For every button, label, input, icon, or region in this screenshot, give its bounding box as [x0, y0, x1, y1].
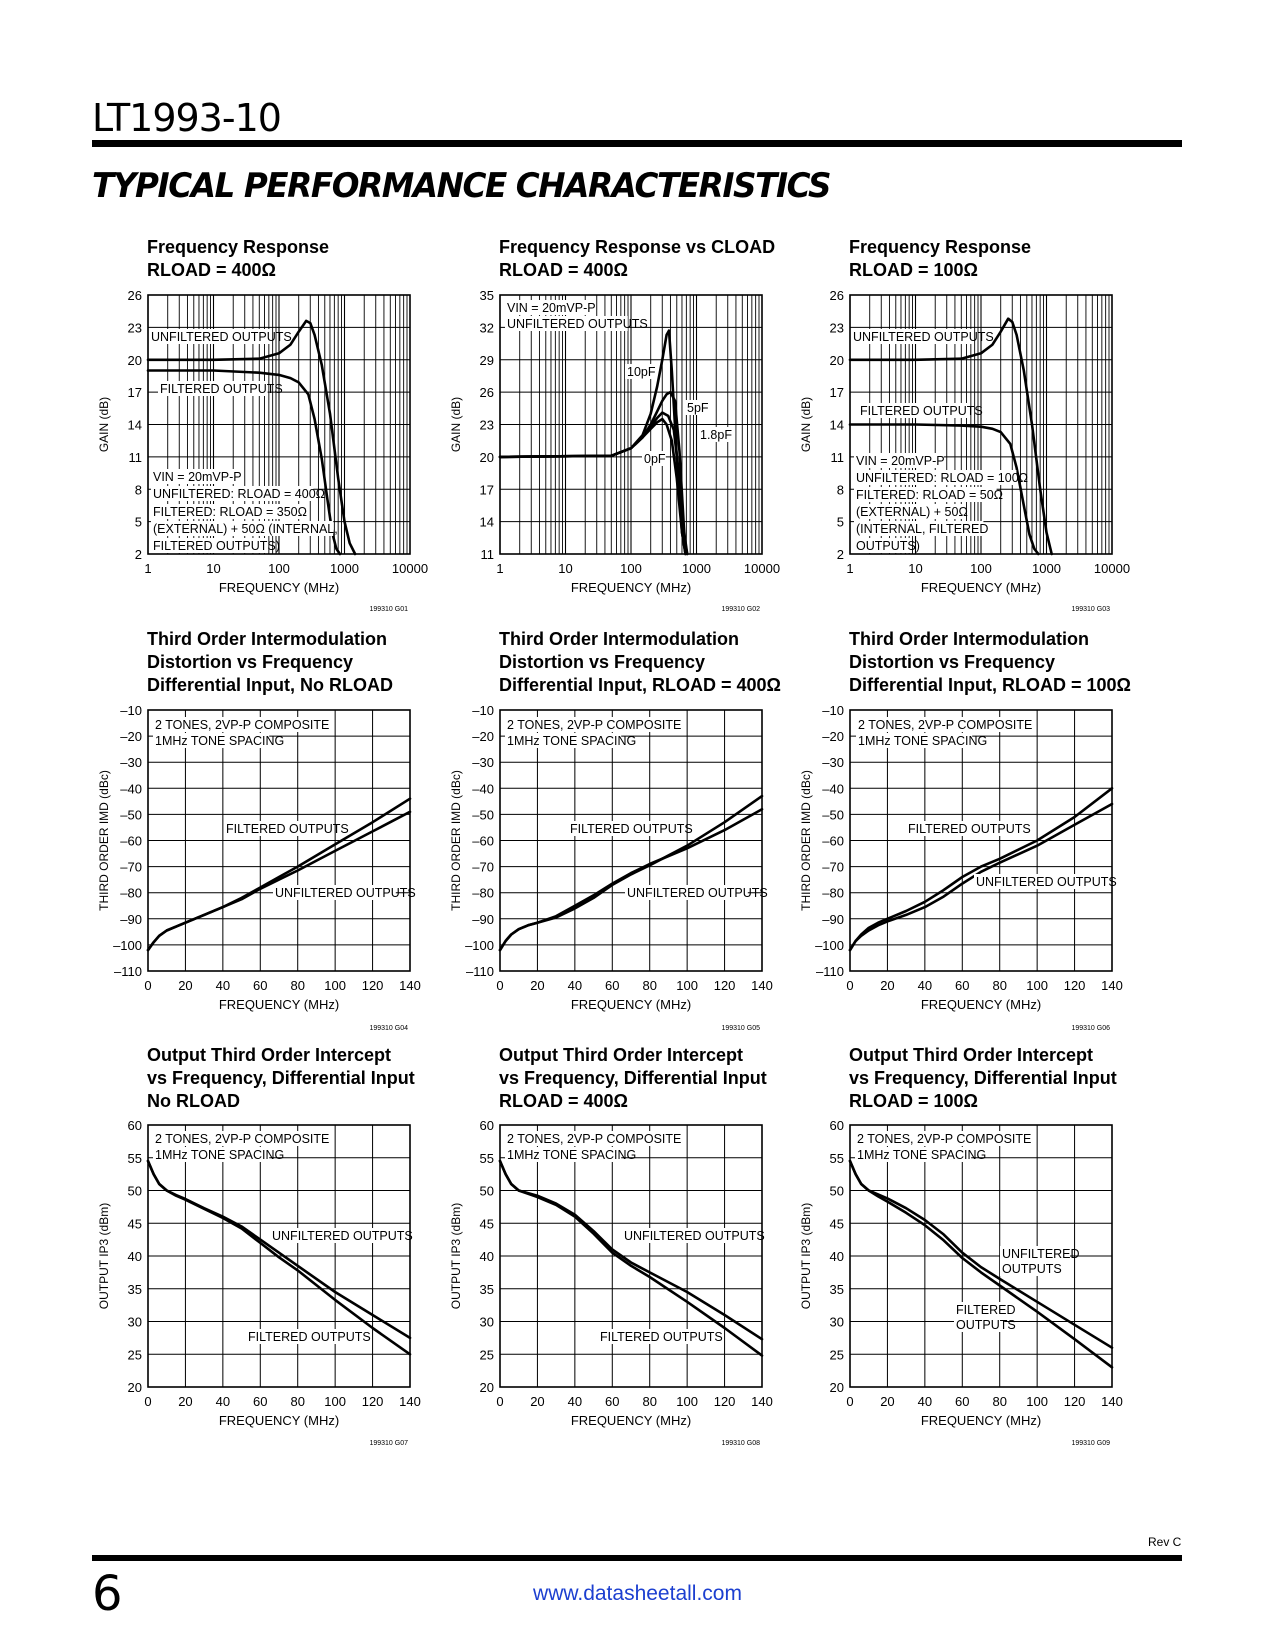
y-tick-label: –10	[472, 703, 494, 718]
x-tick-label: 40	[917, 978, 933, 993]
annotation-label: FILTERED OUTPUTS	[248, 1330, 371, 1344]
annotation-label: 1MHz TONE SPACING	[155, 1148, 285, 1162]
x-tick-label: 80	[642, 1394, 657, 1409]
y-tick-label: 14	[829, 417, 844, 433]
annotation-label: 1MHz TONE SPACING	[507, 734, 637, 748]
chart-title: Third Order Intermodulation Distortion vs Frequency Differential Input, RLOAD = 400Ω	[499, 629, 781, 695]
y-tick-label: –100	[465, 937, 494, 953]
x-tick-label: 20	[880, 978, 895, 993]
annotation-label: UNFILTERED OUTPUTS	[624, 1229, 765, 1243]
y-axis-label: GAIN (dB)	[449, 396, 463, 453]
x-tick-label: 60	[955, 1394, 970, 1409]
x-tick-label: 100	[268, 561, 290, 576]
y-tick-label: –110	[114, 964, 142, 979]
section-title: TYPICAL PERFORMANCE CHARACTERISTICS	[92, 166, 831, 206]
y-tick-label: 50	[829, 1183, 844, 1199]
y-tick-label: 20	[829, 1380, 844, 1395]
y-axis-label: OUTPUT IP3 (dBm)	[449, 1202, 463, 1310]
annotation-label: FILTERED: RLOAD = 50Ω	[856, 488, 1004, 502]
x-tick-label: 80	[290, 978, 305, 993]
y-tick-label: –80	[822, 885, 844, 901]
y-tick-label: 30	[479, 1314, 494, 1330]
series-line-0	[500, 331, 686, 554]
y-tick-label: 23	[127, 320, 142, 336]
x-tick-label: 100	[620, 561, 642, 576]
x-tick-label: 10	[908, 561, 923, 576]
x-tick-label: 100	[676, 1394, 698, 1409]
annotation-label: UNFILTERED OUTPUTS	[507, 317, 648, 331]
annotation-label: UNFILTERED OUTPUTS	[627, 886, 768, 900]
figure-code: 199310 G01	[369, 606, 408, 613]
x-tick-label: 120	[361, 978, 384, 993]
y-tick-label: –40	[822, 781, 844, 797]
y-tick-label: 60	[829, 1118, 844, 1133]
annotation-label: 2 TONES, 2VP-P COMPOSITE	[857, 1132, 1032, 1146]
x-tick-label: 80	[642, 978, 657, 993]
series-line-3	[500, 419, 686, 554]
y-tick-label: 23	[829, 320, 844, 336]
y-axis-label: THIRD ORDER IMD (dBc)	[799, 770, 813, 911]
y-tick-label: 45	[479, 1216, 494, 1232]
y-tick-label: 11	[480, 547, 494, 562]
x-tick-label: 100	[324, 1394, 346, 1409]
x-tick-label: 40	[215, 1394, 231, 1409]
chart-title: Frequency Response RLOAD = 400Ω	[147, 237, 330, 280]
chart-title: Third Order Intermodulation Distortion vs Frequency Differential Input, RLOAD = 100Ω	[849, 629, 1131, 695]
x-tick-label: 20	[530, 978, 545, 993]
y-tick-label: –110	[816, 964, 844, 979]
annotation-label: OUTPUTS	[1002, 1262, 1062, 1276]
y-tick-label: –30	[120, 755, 142, 771]
y-tick-label: 40	[829, 1249, 844, 1264]
y-tick-label: 8	[134, 482, 142, 498]
series-line-2	[500, 413, 687, 554]
x-tick-label: 120	[713, 1394, 736, 1409]
x-tick-label: 80	[992, 1394, 1007, 1409]
page-number: 6	[92, 1566, 123, 1622]
series-line-1	[148, 1161, 410, 1354]
y-tick-label: 40	[127, 1249, 142, 1264]
y-tick-label: 20	[479, 449, 494, 465]
x-tick-label: 20	[880, 1394, 895, 1409]
y-tick-label: 35	[127, 1281, 142, 1297]
y-tick-label: 55	[127, 1150, 142, 1166]
series-line-0	[500, 1161, 762, 1339]
y-tick-label: 55	[479, 1150, 494, 1166]
y-tick-label: –40	[120, 781, 142, 797]
y-tick-label: 14	[479, 514, 494, 530]
y-tick-label: –30	[472, 755, 494, 771]
y-tick-label: –90	[472, 911, 494, 927]
grid	[500, 295, 762, 554]
y-tick-label: –20	[822, 729, 844, 745]
y-tick-label: 20	[127, 1380, 142, 1395]
x-tick-label: 120	[1063, 978, 1086, 993]
y-tick-label: 20	[829, 352, 844, 368]
y-tick-label: –70	[822, 859, 844, 875]
annotation-label: 1.8pF	[700, 428, 732, 442]
y-tick-label: 11	[830, 449, 844, 465]
y-tick-label: 60	[127, 1118, 142, 1133]
x-tick-label: 20	[178, 1394, 193, 1409]
annotation-label: FILTERED OUTPUTS	[860, 404, 983, 418]
y-tick-label: –60	[472, 833, 494, 849]
annotation-label: 1MHz TONE SPACING	[155, 734, 285, 748]
x-tick-label: 80	[992, 978, 1007, 993]
y-axis-label: THIRD ORDER IMD (dBc)	[449, 770, 463, 911]
y-tick-label: –40	[472, 781, 494, 797]
x-axis-label: FREQUENCY (MHz)	[920, 580, 1042, 595]
annotation-label: OUTPUTS	[956, 1318, 1016, 1332]
x-tick-label: 40	[215, 978, 231, 993]
annotation-label: 10pF	[627, 365, 656, 379]
annotation-label: UNFILTERED OUTPUTS	[151, 330, 292, 344]
x-tick-label: 0	[846, 1394, 854, 1409]
x-tick-label: 1000	[682, 561, 711, 576]
x-tick-label: 120	[1063, 1394, 1086, 1409]
y-tick-label: 26	[127, 288, 142, 303]
grid	[500, 710, 762, 971]
y-tick-label: 5	[134, 514, 142, 530]
annotation-label: 2 TONES, 2VP-P COMPOSITE	[155, 1132, 330, 1146]
y-tick-label: 17	[479, 482, 494, 498]
y-tick-label: 25	[479, 1347, 494, 1363]
figure-code: 199310 G08	[721, 1440, 760, 1447]
x-tick-label: 80	[290, 1394, 305, 1409]
y-axis-label: THIRD ORDER IMD (dBc)	[97, 770, 111, 911]
x-tick-label: 60	[605, 1394, 620, 1409]
x-tick-label: 1	[846, 561, 854, 576]
chart-title: Third Order Intermodulation Distortion vs Frequency Differential Input, No RLOAD	[147, 629, 393, 695]
y-tick-label: –70	[472, 859, 494, 875]
chart-title: Frequency Response RLOAD = 100Ω	[849, 237, 1032, 280]
annotation-label: FILTERED	[956, 1303, 1016, 1317]
annotation-label: 1MHz TONE SPACING	[858, 734, 988, 748]
x-tick-label: 1000	[330, 561, 359, 576]
y-tick-label: –60	[120, 833, 142, 849]
annotation-label: 1MHz TONE SPACING	[507, 1148, 637, 1162]
y-axis-label: OUTPUT IP3 (dBm)	[97, 1202, 111, 1310]
annotation-label: UNFILTERED: RLOAD = 100Ω	[856, 471, 1029, 485]
x-tick-label: 60	[253, 978, 268, 993]
chart-title: Frequency Response vs CLOAD RLOAD = 400Ω	[499, 237, 776, 280]
y-tick-label: 20	[479, 1380, 494, 1395]
x-axis-label: FREQUENCY (MHz)	[920, 1413, 1042, 1428]
y-tick-label: –20	[120, 729, 142, 745]
annotation-label: FILTERED OUTPUTS)	[153, 539, 280, 553]
y-tick-label: 40	[479, 1249, 494, 1264]
x-tick-label: 1000	[1032, 561, 1061, 576]
x-tick-label: 140	[399, 978, 421, 993]
x-tick-label: 140	[1101, 1394, 1123, 1409]
y-tick-label: –80	[472, 885, 494, 901]
x-tick-label: 20	[530, 1394, 545, 1409]
x-axis-label: FREQUENCY (MHz)	[570, 997, 692, 1012]
annotation-label: 0pF	[644, 452, 666, 466]
y-tick-label: –70	[120, 859, 142, 875]
y-tick-label: 11	[128, 449, 142, 465]
y-tick-label: 17	[127, 385, 142, 401]
y-tick-label: 26	[829, 288, 844, 303]
y-tick-label: 45	[829, 1216, 844, 1232]
x-tick-label: 100	[324, 978, 346, 993]
grid	[850, 710, 1112, 971]
annotation-label: VIN = 20mVP-P	[856, 454, 945, 468]
annotation-label: (INTERNAL, FILTERED	[856, 522, 989, 536]
y-tick-label: –90	[120, 911, 142, 927]
y-tick-label: –100	[815, 937, 844, 953]
y-axis-label: OUTPUT IP3 (dBm)	[799, 1202, 813, 1310]
x-tick-label: 1	[144, 561, 152, 576]
x-tick-label: 40	[567, 1394, 583, 1409]
x-tick-label: 140	[751, 1394, 773, 1409]
x-axis-label: FREQUENCY (MHz)	[218, 580, 340, 595]
x-tick-label: 60	[955, 978, 970, 993]
y-tick-label: –10	[120, 703, 142, 718]
x-axis-label: FREQUENCY (MHz)	[570, 1413, 692, 1428]
y-tick-label: 35	[479, 1281, 494, 1297]
footer-url[interactable]: www.datasheetall.com	[533, 1582, 742, 1605]
x-tick-label: 140	[751, 978, 773, 993]
annotation-label: UNFILTERED: RLOAD = 400Ω	[153, 487, 326, 501]
x-tick-label: 0	[846, 978, 854, 993]
y-tick-label: –60	[822, 833, 844, 849]
figure-code: 199310 G05	[721, 1025, 760, 1032]
x-tick-label: 40	[567, 978, 583, 993]
x-tick-label: 60	[605, 978, 620, 993]
annotation-label: FILTERED OUTPUTS	[600, 1330, 723, 1344]
y-tick-label: –20	[472, 729, 494, 745]
annotation-label: 5pF	[687, 401, 709, 415]
annotation-label: FILTERED OUTPUTS	[908, 822, 1031, 836]
x-tick-label: 140	[399, 1394, 421, 1409]
annotation-label: 2 TONES, 2VP-P COMPOSITE	[155, 718, 330, 732]
x-tick-label: 120	[713, 978, 736, 993]
y-tick-label: –110	[466, 964, 494, 979]
revision: Rev C	[1148, 1535, 1182, 1549]
x-tick-label: 10	[206, 561, 221, 576]
y-tick-label: –10	[822, 703, 844, 718]
x-axis-label: FREQUENCY (MHz)	[570, 580, 692, 595]
y-tick-label: 17	[829, 385, 844, 401]
y-tick-label: 25	[127, 1347, 142, 1363]
x-tick-label: 40	[917, 1394, 933, 1409]
annotation-label: 2 TONES, 2VP-P COMPOSITE	[507, 718, 682, 732]
y-tick-label: 35	[829, 1281, 844, 1297]
annotation-label: VIN = 20mVP-P	[153, 470, 242, 484]
annotation-label: FILTERED: RLOAD = 350Ω	[153, 505, 307, 519]
y-tick-label: 30	[127, 1314, 142, 1330]
chart-title: Output Third Order Intercept vs Frequency, Differential Input RLOAD = 100Ω	[849, 1045, 1117, 1111]
figure-code: 199310 G04	[369, 1025, 408, 1032]
header-rule	[92, 140, 1182, 147]
y-tick-label: –50	[120, 807, 142, 823]
x-tick-label: 10000	[391, 561, 429, 576]
y-tick-label: –50	[822, 807, 844, 823]
y-axis-label: GAIN (dB)	[799, 396, 813, 453]
series-line-1	[850, 1161, 1112, 1367]
annotation-label: OUTPUTS)	[856, 539, 920, 553]
y-tick-label: 23	[479, 417, 494, 433]
figure-code: 199310 G02	[721, 606, 760, 613]
y-tick-label: 2	[836, 547, 844, 562]
annotation-label: UNFILTERED	[1002, 1247, 1080, 1261]
figure-code: 199310 G09	[1071, 1440, 1110, 1447]
x-tick-label: 0	[496, 1394, 504, 1409]
y-tick-label: –30	[822, 755, 844, 771]
chart-title: Output Third Order Intercept vs Frequency, Differential Input RLOAD = 400Ω	[499, 1045, 767, 1111]
x-tick-label: 140	[1101, 978, 1123, 993]
x-tick-label: 0	[496, 978, 504, 993]
annotation-label: 2 TONES, 2VP-P COMPOSITE	[507, 1132, 682, 1146]
y-tick-label: 60	[479, 1118, 494, 1133]
x-tick-label: 100	[1026, 978, 1048, 993]
y-tick-label: –90	[822, 911, 844, 927]
x-tick-label: 0	[144, 978, 152, 993]
chart-title: Output Third Order Intercept vs Frequency, Differential Input No RLOAD	[147, 1045, 415, 1111]
x-tick-label: 10000	[1093, 561, 1131, 576]
y-tick-label: 5	[836, 514, 844, 530]
figure-code: 199310 G07	[369, 1440, 408, 1447]
series-line-0	[148, 1161, 410, 1338]
figure-code: 199310 G03	[1071, 606, 1110, 613]
x-tick-label: 60	[253, 1394, 268, 1409]
annotation-label: FILTERED OUTPUTS	[226, 822, 349, 836]
y-tick-label: 32	[479, 320, 494, 336]
x-tick-label: 10000	[743, 561, 781, 576]
x-tick-label: 100	[676, 978, 698, 993]
grid	[500, 1125, 762, 1387]
annotation-label: FILTERED OUTPUTS	[160, 382, 283, 396]
y-tick-label: 45	[127, 1216, 142, 1232]
annotation-label: 1MHz TONE SPACING	[857, 1148, 987, 1162]
figure-code: 199310 G06	[1071, 1025, 1110, 1032]
annotation-label: UNFILTERED OUTPUTS	[272, 1229, 413, 1243]
annotation-label: 2 TONES, 2VP-P COMPOSITE	[858, 718, 1033, 732]
y-tick-label: 8	[836, 482, 844, 498]
y-tick-label: 50	[479, 1183, 494, 1199]
y-tick-label: 2	[134, 547, 142, 562]
y-tick-label: –100	[113, 937, 142, 953]
x-tick-label: 1	[496, 561, 504, 576]
x-axis-label: FREQUENCY (MHz)	[218, 997, 340, 1012]
x-axis-label: FREQUENCY (MHz)	[218, 1413, 340, 1428]
y-tick-label: 20	[127, 352, 142, 368]
y-tick-label: 50	[127, 1183, 142, 1199]
x-tick-label: 0	[144, 1394, 152, 1409]
y-tick-label: 14	[127, 417, 142, 433]
x-tick-label: 100	[1026, 1394, 1048, 1409]
y-tick-label: 25	[829, 1347, 844, 1363]
annotation-label: FILTERED OUTPUTS	[570, 822, 693, 836]
x-tick-label: 10	[558, 561, 573, 576]
annotation-label: (EXTERNAL) + 50Ω (INTERNAL,	[153, 522, 338, 536]
annotation-label: UNFILTERED OUTPUTS	[275, 886, 416, 900]
x-axis-label: FREQUENCY (MHz)	[920, 997, 1042, 1012]
annotation-label: VIN = 20mVP-P	[507, 301, 596, 315]
grid	[148, 710, 410, 971]
x-tick-label: 100	[970, 561, 992, 576]
annotation-label: (EXTERNAL) + 50Ω	[856, 505, 968, 519]
y-tick-label: 29	[479, 352, 494, 368]
y-tick-label: 35	[479, 288, 494, 303]
y-tick-label: –50	[472, 807, 494, 823]
x-tick-label: 120	[361, 1394, 384, 1409]
y-tick-label: –80	[120, 885, 142, 901]
annotation-label: UNFILTERED OUTPUTS	[853, 330, 994, 344]
series-line-0	[850, 788, 1112, 950]
part-number: LT1993-10	[92, 96, 281, 140]
y-tick-label: 26	[479, 385, 494, 401]
x-tick-label: 20	[178, 978, 193, 993]
annotation-label: UNFILTERED OUTPUTS	[976, 875, 1117, 889]
y-tick-label: 55	[829, 1150, 844, 1166]
y-axis-label: GAIN (dB)	[97, 396, 111, 453]
y-tick-label: 30	[829, 1314, 844, 1330]
footer-rule	[92, 1555, 1182, 1561]
